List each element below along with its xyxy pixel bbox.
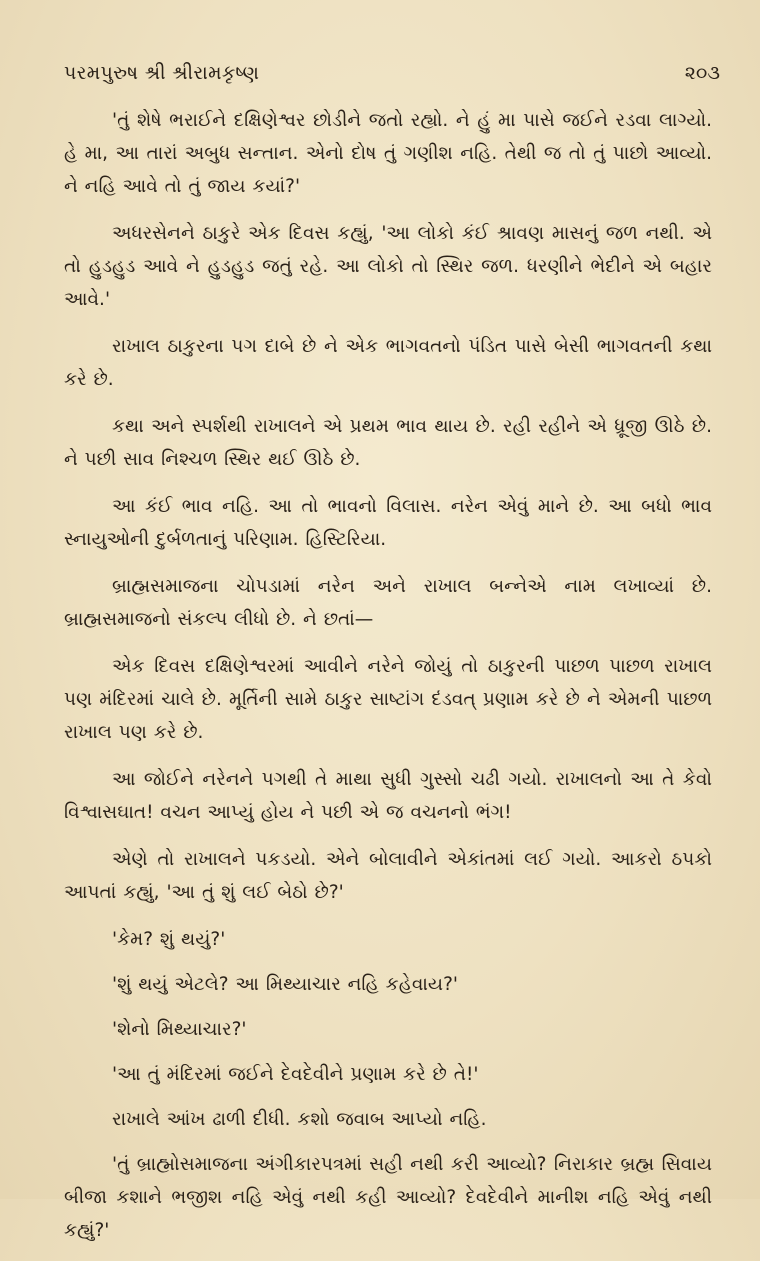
paragraph: એણે તો રાખાલને પકડયો. એને બોલાવીને એકાંતમાં લઈ ગયો. આકરો ઠપકો આપતાં કહ્યું, 'આ તું શું લઈ બેઠો છે?': [64, 849, 712, 903]
page-number: ૨૦૩: [684, 62, 720, 84]
paragraph: 'કેમ? શું થયું?': [112, 929, 226, 950]
body-text: [64, 104, 712, 1261]
paragraph: 'તું બ્રાહ્મોસમાજના અંગીકારપત્રમાં સહી નથી કરી આવ્યો? નિરાકાર બ્રહ્મ સિવાય બીજા કશાને ભજીશ નહિ એવું નથી કહી આવ્યો? દેવદેવીને માનીશ નહિ એવું નથી કહ્યું?': [64, 1154, 712, 1241]
running-header: [64, 62, 720, 92]
paragraph: 'શું થયું એટલે? આ મિથ્યાચાર નહિ કહેવાય?': [112, 974, 458, 995]
paragraph: 'તું શેષે ભરાઈને દક્ષિણેશ્વર છોડીને જતો રહ્યો. ને હું મા પાસે જઈને રડવા લાગ્યો. હે મા, આ તારાં અબુધ સન્તાન. એનો દોષ તું ગણીશ નહિ. તેથી જ તો તું પાછો આવ્યો. ને નહિ આવે તો તું જાય કયાં?': [64, 110, 712, 197]
paragraph: એક દિવસ દક્ષિણેશ્વરમાં આવીને નરેને જોયું તો ઠાકુરની પાછળ પાછળ રાખાલ પણ મંદિરમાં ચાલે છે. મૂર્તિની સામે ઠાકુર સાષ્ટાંગ દંડવત્ પ્રણામ કરે છે ને એમની પાછળ રાખાલ પણ કરે છે.: [64, 656, 712, 743]
paragraph: 'આ તું મંદિરમાં જઈને દેવદેવીને પ્રણામ કરે છે તે!': [112, 1064, 479, 1085]
header-title: પરમપુરુષ શ્રી શ્રીરામકૃષ્ણ: [64, 62, 260, 84]
paragraph: આ કંઈ ભાવ નહિ. આ તો ભાવનો વિલાસ. નરેન એવું માને છે. આ બધો ભાવ સ્નાયુઓની દુર્બળતાનું પરિણામ. હિસ્ટિરિયા.: [64, 496, 712, 550]
paragraph: કથા અને સ્પર્શથી રાખાલને એ પ્રથમ ભાવ થાય છે. રહી રહીને એ ધ્રૂજી ઊઠે છે. ને પછી સાવ નિશ્ચળ સ્થિર થઈ ઊઠે છે.: [64, 416, 712, 470]
paragraph: બ્રાહ્મસમાજના ચોપડામાં નરેન અને રાખાલ બન્નેએ નામ લખાવ્યાં છે. બ્રાહ્મસમાજનો સંકલ્પ લીધો છે. ને છતાં—: [64, 576, 712, 630]
paragraph: રાખાલે આંખ ઢાળી દીધી. કશો જવાબ આપ્યો નહિ.: [112, 1109, 487, 1130]
paragraph: અધરસેનને ઠાકુરે એક દિવસ કહ્યું, 'આ લોકો કંઈ શ્રાવણ માસનું જળ નથી. એ તો હુડહુડ આવે ને હુડહુડ જતું રહે. આ લોકો તો સ્થિર જળ. ધરણીને ભેદીને એ બહાર આવે.': [64, 223, 712, 310]
paragraph: આ જોઈને નરેનને પગથી તે માથા સુધી ગુસ્સો ચઢી ગયો. રાખાલનો આ તે કેવો વિશ્વાસઘાત! વચન આપ્યું હોય ને પછી એ જ વચનનો ભંગ!: [64, 769, 712, 823]
paragraph: રાખાલ ઠાકુરના પગ દાબે છે ને એક ભાગવતનો પંડિત પાસે બેસી ભાગવતની કથા કરે છે.: [64, 336, 712, 390]
paragraph: 'શેનો મિથ્યાચાર?': [112, 1019, 247, 1040]
